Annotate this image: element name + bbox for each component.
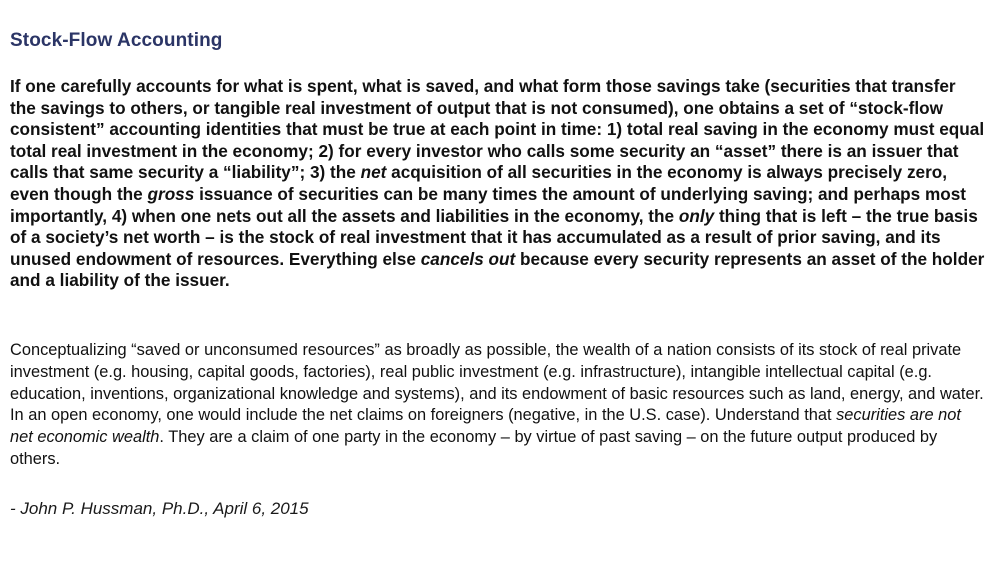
emphasis-net: net	[360, 162, 387, 183]
page-title: Stock-Flow Accounting	[10, 30, 223, 51]
bold-paragraph-text: acquisition of all securities in the economy is always precisely zero, even though the	[10, 162, 948, 204]
emphasis-securities: securities are not net economic wealth	[10, 406, 961, 447]
regular-paragraph-text: . They are a claim of one party in the economy – by virtue of past saving – on the future output produced by others.	[10, 428, 938, 468]
regular-paragraph-text: Conceptualizing “saved or unconsumed resources” as broadly as possible, the wealth of a nation consists of its stock of real private investment (e.g. housing, capital goods, factories), real public investment (e.g. infrastructure), intangible intellectual capital (e.g. education, inventions, organizational knowledge and systems), and its endowment of basic resources such as land, energy, and water. In an open economy, one would include the net claims on foreigners (negative, in the U.S. case). Understand that	[10, 341, 984, 425]
bold-paragraph-text: issuance of securities can be many times the amount of underlying saving; and perhaps most importantly, 4) when one nets out all the assets and liabilities in the economy, the	[10, 183, 967, 226]
emphasis-cancels-out: cancels out	[420, 248, 516, 269]
attribution: - John P. Hussman, Ph.D., April 6, 2015	[10, 499, 309, 518]
bold-paragraph-text: If one carefully accounts for what is spent, what is saved, and what form those savings take (securities that transfer the savings to others, or tangible real investment of output that is not consumed), one obtains a set of “stock-flow consistent” accounting identities that must be true at each point in time: 1) total real saving in the economy must equal total real investment in the economy; 2) for every investor who calls some security an “asset” there is an issuer that calls that same security a “liability”; 3) the	[10, 76, 985, 183]
bold-paragraph-text: thing that is left – the true basis of a society’s net worth – is the stock of real investment that it has accumulated as a result of prior saving, and its unused endowment of resources. Everything else	[10, 205, 978, 269]
emphasis-only: only	[678, 205, 715, 226]
bold-paragraph	[10, 76, 985, 292]
emphasis-gross: gross	[147, 183, 195, 204]
regular-paragraph	[10, 340, 985, 471]
bold-paragraph-text: because every security represents an asset of the holder and a liability of the issuer.	[10, 248, 985, 291]
